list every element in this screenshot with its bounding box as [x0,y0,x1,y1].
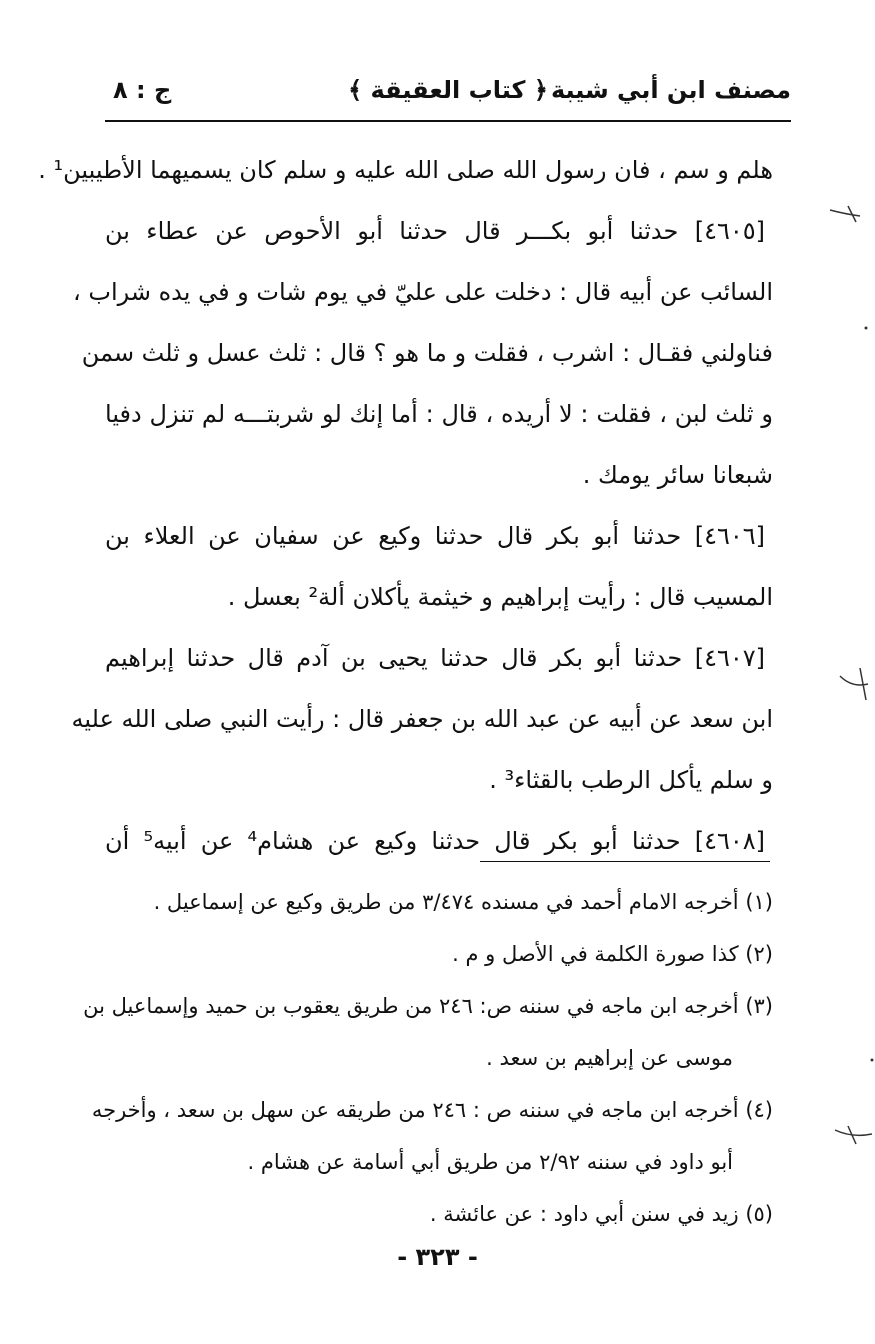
margin-mark [840,668,868,700]
volume-number: ج : ٨ [113,76,172,104]
footnote-3-continued: موسى عن إبراهيم بن سعد . [486,1046,733,1070]
text-line: هلم و سم ، فان رسول الله صلى الله عليه و سلم كان يسميهما الأطيبين¹ . [38,156,773,184]
footnote-2: (٢) كذا صورة الكلمة في الأصل و م . [452,942,773,966]
margin-dot [871,1059,874,1062]
hadith-4605-start: [٤٦٠٥] حدثنا أبو بكـــر قال حدثنا أبو الأحوص عن عطاء بن [105,217,765,245]
hadith-4607-start: [٤٦٠٧] حدثنا أبو بكر قال حدثنا يحيى بن آدم قال حدثنا إبراهيم [105,644,765,672]
text-line: المسيب قال : رأيت إبراهيم و خيثمة يأكلان ألة² بعسل . [227,583,773,611]
footnote-3: (٣) أخرجه ابن ماجه في سننه ص: ٢٤٦ من طريق يعقوب بن حميد وإسماعيل بن [83,994,773,1018]
book-title: مصنف ابن أبي شيبة [550,76,791,104]
page-number: - ٣٢٣ - [397,1243,478,1271]
text-line: السائب عن أبيه قال : دخلت على عليّ في يوم شات و في يده شراب ، [72,278,773,306]
text-line: و سلم يأكل الرطب بالقثاء³ . [489,766,773,794]
text-line: شبعانا سائر يومك . [582,461,773,489]
margin-mark [835,1126,872,1144]
chapter-title: ﴿ كتاب العقيقة ﴾ [348,76,548,104]
footnote-4-continued: أبو داود في سننه ٢/٩٢ من طريق أبي أسامة عن هشام . [247,1150,733,1174]
hadith-4608-start: [٤٦٠٨] حدثنا أبو بكر قال حدثنا وكيع عن هشام⁴ عن أبيه⁵ أن [105,827,765,855]
text-line: فناولني فقـال : اشرب ، فقلت و ما هو ؟ قال : ثلث عسل و ثلث سمن [81,339,773,367]
margin-dot [865,327,868,330]
footnote-4: (٤) أخرجه ابن ماجه في سننه ص : ٢٤٦ من طريقه عن سهل بن سعد ، وأخرجه [91,1098,773,1122]
footnote-1: (١) أخرجه الامام أحمد في مسنده ٣/٤٧٤ من طريق وكيع عن إسماعيل . [153,890,773,914]
text-line: ابن سعد عن أبيه عن عبد الله بن جعفر قال : رأيت النبي صلى الله عليه [71,705,773,733]
hadith-4606-start: [٤٦٠٦] حدثنا أبو بكر قال حدثنا وكيع عن سفيان عن العلاء بن [105,522,765,550]
footnote-5: (٥) زيد في سنن أبي داود : عن عائشة . [429,1202,773,1226]
margin-mark [830,206,860,222]
text-line: و ثلث لبن ، فقلت : لا أريده ، قال : أما إنك لو شربتـــه لم تنزل دفيا [105,400,773,428]
